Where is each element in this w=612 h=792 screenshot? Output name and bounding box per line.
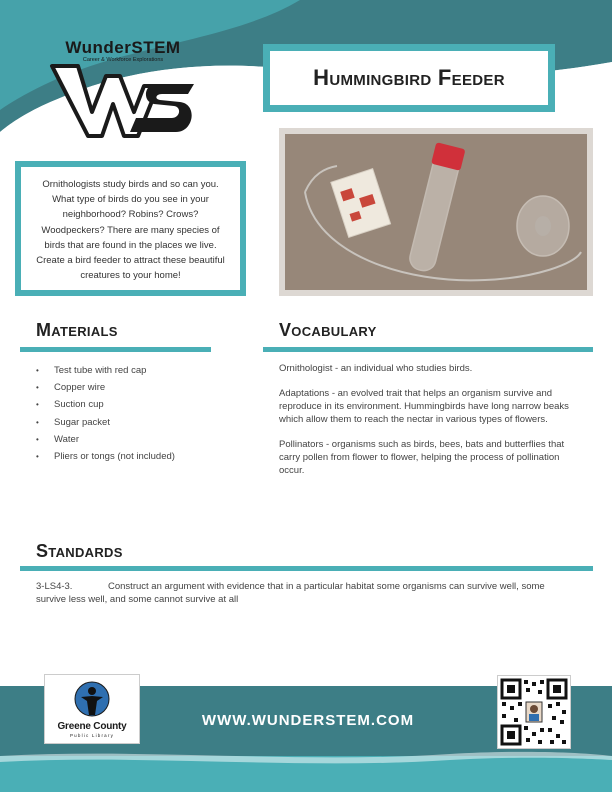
- qr-code[interactable]: [497, 675, 571, 749]
- intro-text: Ornithologists study birds and so can you. What type of birds do you see in your neighborhood? Robins? Crows? Woodpeckers? There are many species of birds that are found in the places we live. Create a bird feeder to attract these beautiful creatures to your home!: [21, 167, 240, 290]
- list-item: • Suction cup: [36, 399, 104, 411]
- qr-code-icon: [498, 676, 570, 748]
- library-emblem-icon: [45, 675, 139, 721]
- materials-heading: Materials: [36, 320, 118, 340]
- materials-rule: [20, 347, 211, 352]
- vocabulary-entry-pollinators: Pollinators - organisms such as birds, bees, bats and butterflies that carry pollen from flower to flower, helping the process of pollination occur.: [279, 439, 565, 476]
- intro-frame: [15, 161, 246, 296]
- standards-heading: Standards: [36, 541, 123, 561]
- standard-text: Construct an argument with evidence that in a particular habitat some organisms can survive well, some survive less well, and some cannot survive at all: [36, 581, 545, 605]
- vocabulary-rule: [263, 347, 593, 352]
- logo-wordmark: WunderSTEM: [65, 38, 181, 57]
- list-item: • Test tube with red cap: [36, 365, 147, 376]
- library-subtitle: Public Library: [69, 733, 115, 738]
- logo-tagline: Career & Workforce Explorations: [82, 57, 164, 63]
- ws-logo-icon: [48, 62, 198, 140]
- website-link[interactable]: WWW.WUNDERSTEM.COM: [201, 712, 415, 729]
- list-item: • Pliers or tongs (not included): [36, 451, 175, 463]
- photo-illustration: [285, 134, 587, 290]
- title-frame: [263, 44, 555, 112]
- list-item: • Copper wire: [36, 382, 106, 394]
- materials-list: [36, 362, 175, 465]
- vocabulary-entry-adaptations: Adaptations - an evolved trait that helps an organism survive and reproduce in its environment. Hummingbirds have long narrow beaks which allow them to reach the nectar in various types of flowers.: [279, 388, 569, 425]
- wunderstem-logo: [48, 38, 198, 138]
- list-item: • Water: [36, 433, 79, 445]
- standard-entry: [36, 580, 576, 606]
- materials-photo: [279, 128, 593, 296]
- page-title: Hummingbird Feeder: [270, 51, 548, 105]
- standards-rule: [20, 566, 593, 571]
- vocabulary-entry-ornithologist: Ornithologist - an individual who studies birds.: [279, 363, 473, 374]
- standard-code: 3-LS4-3.: [36, 581, 73, 592]
- library-logo: [44, 674, 140, 744]
- library-name: Greene County: [57, 721, 127, 732]
- vocabulary-list: [279, 362, 579, 489]
- vocabulary-heading: Vocabulary: [279, 320, 377, 340]
- list-item: • Sugar packet: [36, 416, 110, 428]
